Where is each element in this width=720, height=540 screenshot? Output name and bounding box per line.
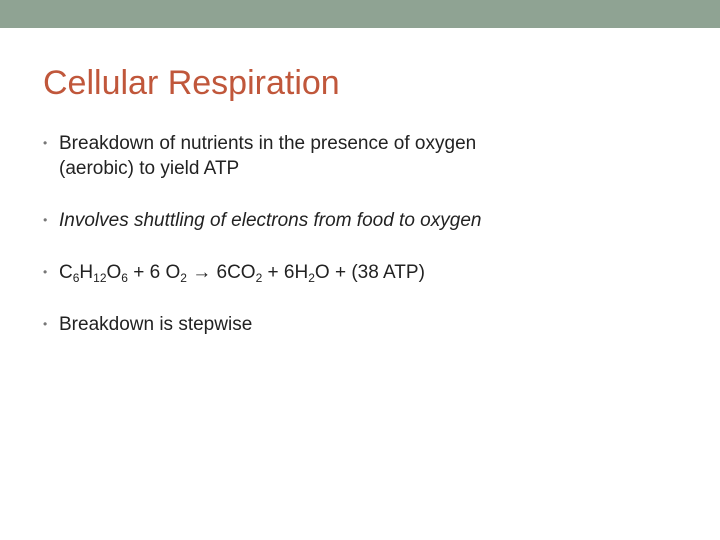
equation-h-subscript: 12 [93, 271, 107, 285]
equation-plus-o2: + 6 O [127, 262, 181, 283]
equation-c: C [59, 262, 73, 283]
slide-top-bar [0, 0, 720, 28]
bullet-dot: • [43, 213, 48, 227]
bullet-list [43, 131, 663, 364]
bullet-text-line-1: Breakdown of nutrients in the presence of oxygen [59, 133, 477, 154]
equation-h: H [79, 262, 94, 283]
equation-o2-subscript: 2 [180, 271, 187, 285]
equation-o-subscript: 6 [121, 271, 128, 285]
equation-co2-subscript: 2 [255, 271, 263, 285]
equation-arrow-co2: → 6CO [186, 262, 256, 283]
bullet-text: Breakdown is stepwise [59, 314, 253, 335]
equation-c-subscript: 6 [72, 271, 80, 285]
equation-tail: O + (38 ATP) [314, 262, 425, 283]
bullet-dot: • [43, 136, 48, 150]
respiration-equation [59, 260, 663, 285]
bullet-text: Involves shuttling of electrons from food to oxygen [59, 210, 482, 231]
equation-plus-h2o: + 6H [262, 262, 309, 283]
bullet-text-line-2: (aerobic) to yield ATP [59, 158, 240, 179]
bullet-item-equation [43, 260, 663, 285]
bullet-item-definition [43, 131, 663, 181]
bullet-item-electrons [43, 208, 663, 233]
equation-o: O [106, 262, 122, 283]
bullet-item-stepwise [43, 312, 663, 337]
bullet-dot: • [43, 317, 48, 331]
slide-title: Cellular Respiration [43, 64, 340, 102]
equation-h2o-subscript: 2 [308, 271, 315, 285]
bullet-dot: • [43, 265, 48, 279]
